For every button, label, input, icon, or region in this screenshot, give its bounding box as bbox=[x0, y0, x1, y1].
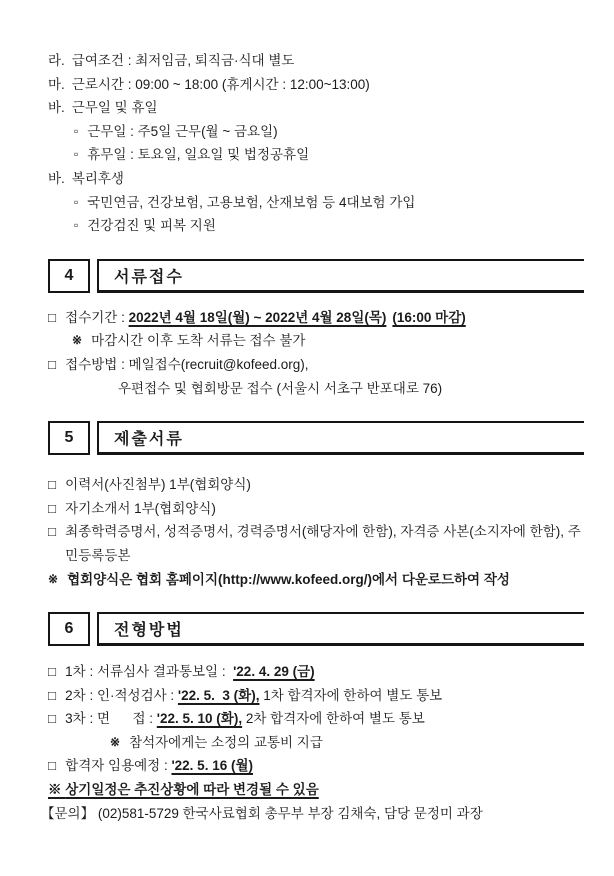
contact-line bbox=[41, 802, 584, 826]
schedule-note: 상기일정은 추진상황에 따라 변경될 수 있음 bbox=[65, 782, 319, 798]
round-label: 3차 : 면 접 : bbox=[65, 711, 157, 727]
document-item-resume bbox=[48, 473, 584, 497]
document-item-certificates bbox=[48, 520, 584, 567]
small-square-bullet: ▫ bbox=[74, 147, 79, 162]
small-square-bullet: ▫ bbox=[74, 123, 79, 138]
period-label: 접수기간 : bbox=[65, 309, 129, 325]
period-deadline: (16:00 마감) bbox=[392, 309, 466, 325]
item-prefix: 바. bbox=[48, 100, 65, 116]
method-value: 메일접수(recruit@kofeed.org), bbox=[128, 356, 309, 372]
transport-note-line bbox=[48, 731, 584, 755]
document-item-text: 자기소개서 1부(협회양식) bbox=[65, 500, 216, 516]
section-number: 6 bbox=[48, 612, 90, 646]
item-text: 근로시간 : 09:00 ~ 18:00 (휴게시간 : 12:00~13:00) bbox=[71, 76, 370, 92]
square-bullet: □ bbox=[48, 687, 57, 703]
section-number: 4 bbox=[48, 259, 90, 293]
schedule-change-note-text bbox=[48, 778, 584, 802]
note-mark: ※ bbox=[72, 333, 83, 348]
small-square-bullet: ▫ bbox=[74, 218, 79, 233]
document-item-text: 최종학력증명서, 성적증명서, 경력증명서(해당자에 한함), 자격증 사본(소지자에 한함), 주민등록등본 bbox=[65, 524, 581, 563]
round-2-line bbox=[48, 684, 584, 708]
square-bullet: □ bbox=[48, 711, 57, 727]
document-item-coverletter bbox=[48, 497, 584, 521]
list-item-welfare bbox=[48, 167, 584, 191]
square-bullet: □ bbox=[48, 758, 57, 774]
round-1-text bbox=[65, 660, 584, 684]
section-body-submission-documents bbox=[48, 473, 584, 591]
appointment-date: '22. 5. 16 (월) bbox=[171, 758, 253, 774]
appointment-line bbox=[48, 754, 584, 778]
subitem-text: 휴무일 : 토요일, 일요일 및 법정공휴일 bbox=[87, 147, 310, 163]
section-body-document-reception bbox=[48, 306, 584, 400]
section-header-submission-documents bbox=[48, 421, 584, 455]
period-value: 2022년 4월 18일(월) ~ 2022년 4월 28일(목) bbox=[128, 309, 387, 325]
section-title: 제출서류 bbox=[97, 421, 584, 455]
note-mark: ※ bbox=[48, 782, 62, 798]
round-label: 1차 : 서류심사 결과통보일 : bbox=[65, 664, 234, 680]
section-title: 서류접수 bbox=[97, 259, 584, 293]
item-text: 근무일 및 휴일 bbox=[71, 100, 158, 116]
schedule-change-note-line bbox=[48, 778, 584, 802]
section-header-document-reception bbox=[48, 259, 584, 293]
reception-method-text bbox=[65, 353, 584, 377]
conditions-list bbox=[48, 49, 584, 238]
list-subitem-dayoff bbox=[48, 143, 584, 167]
square-bullet: □ bbox=[48, 500, 57, 516]
reception-note-text: 마감시간 이후 도착 서류는 접수 불가 bbox=[91, 333, 306, 349]
appointment-label: 합격자 임용예정 : bbox=[65, 758, 172, 774]
round-3-text bbox=[65, 707, 584, 731]
round-suffix: 1차 합격자에 한하여 별도 통보 bbox=[259, 687, 443, 703]
note-mark: ※ bbox=[110, 734, 121, 749]
small-square-bullet: ▫ bbox=[74, 194, 79, 209]
reception-period-text bbox=[65, 306, 584, 330]
reception-method-line bbox=[48, 353, 584, 377]
square-bullet: □ bbox=[48, 356, 57, 372]
form-download-note-text: 협회양식은 협회 홈페이지(http://www.kofeed.org/)에서 다운로드하여 작성 bbox=[67, 571, 510, 587]
section-header-selection-method bbox=[48, 612, 584, 646]
item-text: 복리후생 bbox=[71, 170, 124, 186]
transport-note-text: 참석자에게는 소정의 교통비 지급 bbox=[129, 734, 323, 750]
subitem-text: 건강검진 및 피복 지원 bbox=[87, 218, 216, 234]
form-download-note bbox=[48, 568, 584, 592]
section-body-selection-method bbox=[41, 660, 584, 825]
item-prefix: 바. bbox=[48, 170, 65, 186]
list-subitem-insurance bbox=[48, 191, 584, 215]
document-item-text: 이력서(사진첨부) 1부(협회양식) bbox=[65, 477, 251, 493]
square-bullet: □ bbox=[48, 524, 57, 540]
list-item-workdays bbox=[48, 96, 584, 120]
item-text: 급여조건 : 최저임금, 퇴직금·식대 별도 bbox=[71, 53, 295, 68]
item-prefix: 라. bbox=[48, 53, 65, 68]
item-prefix: 마. bbox=[48, 76, 65, 92]
list-item-hours bbox=[48, 73, 584, 97]
list-subitem-workday bbox=[48, 120, 584, 144]
round-date: '22. 4. 29 (금) bbox=[233, 664, 315, 680]
reception-note-line bbox=[48, 329, 584, 353]
square-bullet: □ bbox=[48, 309, 57, 325]
method-value-2: 우편접수 및 협회방문 접수 (서울시 서초구 반포대로 76) bbox=[118, 380, 443, 396]
subitem-text: 국민연금, 건강보험, 고용보험, 산재보험 등 4대보험 가입 bbox=[87, 194, 416, 210]
square-bullet: □ bbox=[48, 477, 57, 493]
round-suffix: 2차 합격자에 한하여 별도 통보 bbox=[242, 711, 425, 727]
reception-method-continuation bbox=[48, 377, 584, 401]
note-mark: ※ bbox=[48, 571, 59, 586]
round-1-line bbox=[48, 660, 584, 684]
reception-period-line bbox=[48, 306, 584, 330]
section-number: 5 bbox=[48, 421, 90, 455]
subitem-text: 근무일 : 주5일 근무(월 ~ 금요일) bbox=[87, 123, 278, 139]
section-title: 전형방법 bbox=[97, 612, 584, 646]
round-3-line bbox=[48, 707, 584, 731]
round-2-text bbox=[65, 684, 584, 708]
round-label: 2차 : 인·적성검사 : bbox=[65, 687, 178, 703]
round-date: '22. 5. 10 (화), bbox=[156, 711, 243, 727]
method-label: 접수방법 : bbox=[65, 356, 129, 372]
list-subitem-checkup bbox=[48, 214, 584, 238]
list-item-salary bbox=[48, 49, 584, 73]
appointment-text bbox=[65, 754, 584, 778]
square-bullet: □ bbox=[48, 664, 57, 680]
round-date: '22. 5. 3 (화), bbox=[177, 687, 260, 703]
contact-text: 【문의】 (02)581-5729 한국사료협회 총무부 부장 김채숙, 담당 문정미 과장 bbox=[41, 805, 483, 821]
